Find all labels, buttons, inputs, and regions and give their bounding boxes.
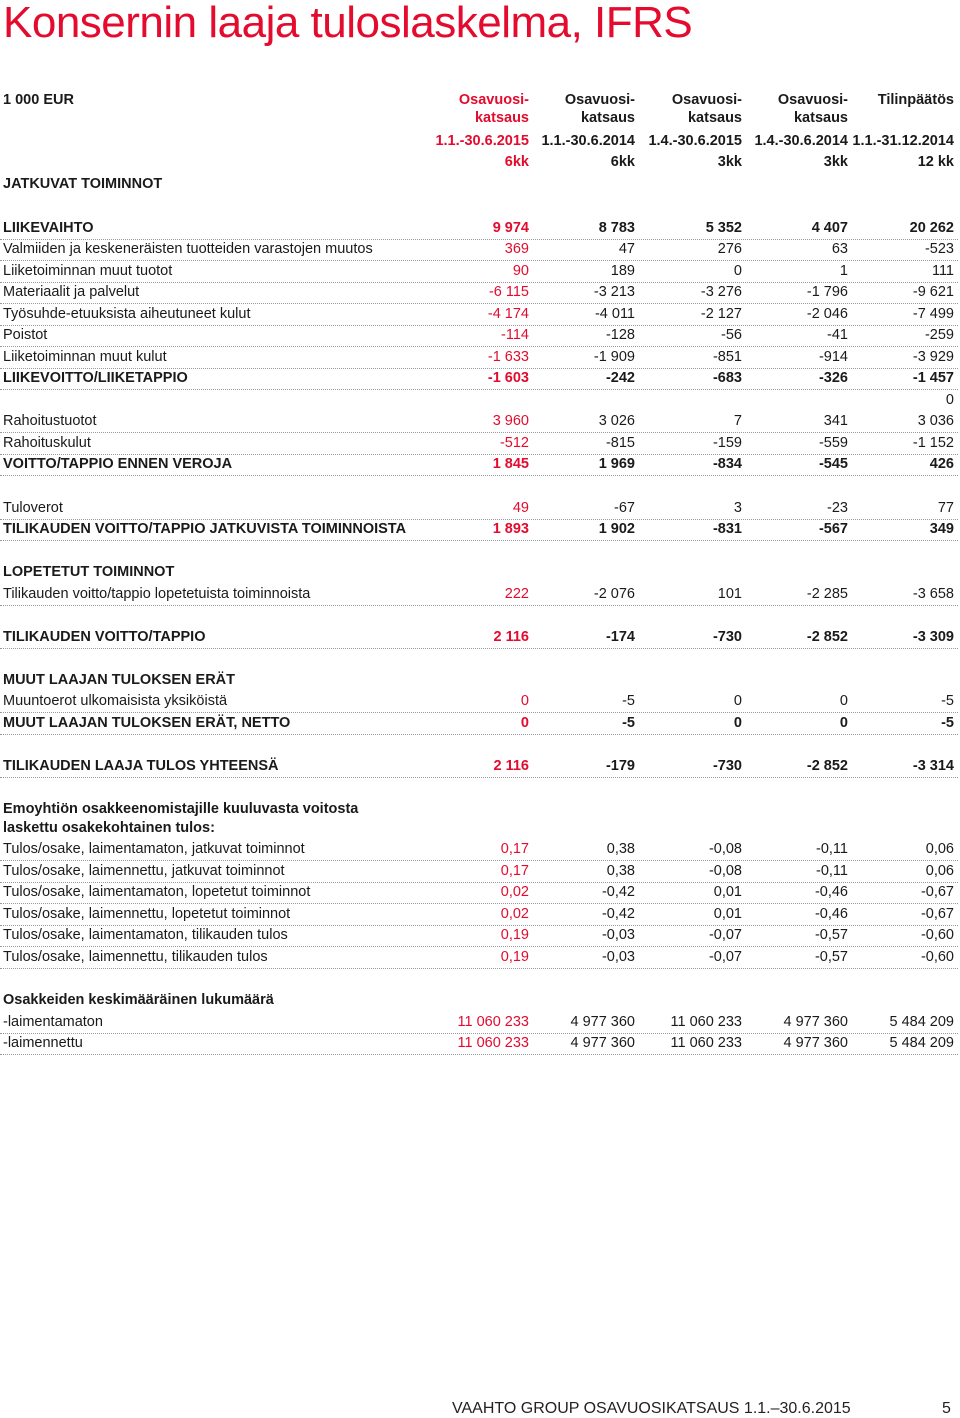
cell-value: -0,11 bbox=[816, 841, 848, 857]
col-header-line2: katsaus bbox=[474, 110, 529, 126]
cell-value: 0,06 bbox=[925, 841, 954, 857]
cell-value: 90 bbox=[512, 263, 529, 279]
table-row bbox=[0, 1032, 958, 1055]
col-header-months: 12 kk bbox=[917, 154, 954, 170]
cell-value: -523 bbox=[924, 241, 954, 257]
table-row bbox=[0, 389, 958, 411]
row-label: laskettu osakekohtainen tulos: bbox=[3, 820, 215, 836]
col-header-line1: Tilinpäätös bbox=[877, 92, 954, 108]
col-header-line2: katsaus bbox=[687, 110, 742, 126]
cell-value: -3 314 bbox=[912, 758, 954, 774]
row-label: Tuloverot bbox=[3, 500, 63, 516]
cell-value: -1 457 bbox=[912, 370, 954, 386]
row-label: Emoyhtiön osakkeenomistajille kuuluvasta voitosta bbox=[3, 801, 359, 817]
row-label: Osakkeiden keskimääräinen lukumäärä bbox=[3, 992, 274, 1008]
table-row bbox=[0, 817, 958, 839]
row-label: Tulos/osake, laimennettu, jatkuvat toiminnot bbox=[3, 863, 285, 879]
cell-value: 276 bbox=[717, 241, 742, 257]
cell-value: -7 499 bbox=[912, 306, 954, 322]
table-row bbox=[0, 583, 958, 606]
table-row bbox=[0, 755, 958, 778]
cell-value: 49 bbox=[512, 500, 529, 516]
cell-value: 341 bbox=[823, 413, 848, 429]
row-label: Tulos/osake, laimentamaton, jatkuvat toiminnot bbox=[3, 841, 305, 857]
cell-value: 222 bbox=[504, 586, 529, 602]
cell-value: -1 633 bbox=[487, 349, 529, 365]
cell-value: -3 929 bbox=[912, 349, 954, 365]
col-header-months: 3kk bbox=[823, 154, 848, 170]
cell-value: -512 bbox=[499, 435, 529, 451]
row-label: VOITTO/TAPPIO ENNEN VEROJA bbox=[3, 456, 233, 472]
page-footer bbox=[452, 1400, 951, 1418]
cell-value: -4 011 bbox=[594, 306, 635, 322]
cell-value: -2 852 bbox=[806, 629, 848, 645]
cell-value: -730 bbox=[712, 629, 742, 645]
row-label: Poistot bbox=[3, 327, 48, 343]
cell-value: -174 bbox=[605, 629, 635, 645]
col-header-period: 1.1.-31.12.2014 bbox=[852, 133, 954, 149]
table-row bbox=[0, 1011, 958, 1034]
cell-value: 1 969 bbox=[598, 456, 635, 472]
table-row bbox=[0, 626, 958, 649]
row-label: Tulos/osake, laimentamaton, tilikauden tulos bbox=[3, 927, 288, 943]
cell-value: 8 783 bbox=[598, 220, 635, 236]
cell-value: 0 bbox=[733, 693, 742, 709]
cell-value: -1 152 bbox=[912, 435, 954, 451]
cell-value: -2 852 bbox=[806, 758, 848, 774]
cell-value: -259 bbox=[924, 327, 954, 343]
cell-value: 9 974 bbox=[492, 220, 529, 236]
cell-value: -2 127 bbox=[700, 306, 742, 322]
cell-value: 3 bbox=[733, 500, 742, 516]
cell-value: 1 893 bbox=[492, 521, 529, 537]
cell-value: 0 bbox=[733, 715, 742, 731]
cell-value: 1 845 bbox=[492, 456, 529, 472]
cell-value: -3 213 bbox=[593, 284, 635, 300]
cell-value: 0 bbox=[839, 693, 848, 709]
cell-value: 4 977 360 bbox=[570, 1035, 635, 1051]
cell-value: -2 076 bbox=[593, 586, 635, 602]
table-row bbox=[0, 903, 958, 926]
cell-value: -128 bbox=[605, 327, 635, 343]
cell-value: 0,38 bbox=[606, 863, 635, 879]
row-label: MUUT LAAJAN TULOKSEN ERÄT bbox=[3, 672, 235, 688]
cell-value: -5 bbox=[941, 715, 954, 731]
table-row bbox=[0, 669, 958, 691]
cell-value: -23 bbox=[827, 500, 848, 516]
cell-value: -567 bbox=[818, 521, 848, 537]
cell-value: -3 309 bbox=[912, 629, 954, 645]
col-header-months: 6kk bbox=[504, 154, 529, 170]
cell-value: -1 796 bbox=[806, 284, 848, 300]
cell-value: -41 bbox=[827, 327, 848, 343]
cell-value: -1 603 bbox=[487, 370, 529, 386]
table-row bbox=[0, 838, 958, 861]
page-number: 5 bbox=[942, 1400, 951, 1417]
cell-value: 0 bbox=[839, 715, 848, 731]
cell-value: 11 060 233 bbox=[670, 1014, 742, 1030]
table-row bbox=[0, 346, 958, 369]
table-row bbox=[0, 238, 958, 261]
row-label: Muuntoerot ulkomaisista yksiköistä bbox=[3, 693, 228, 709]
unit-label: 1 000 EUR bbox=[3, 92, 74, 108]
cell-value: -0,60 bbox=[920, 949, 954, 965]
row-label: Tulos/osake, laimentamaton, lopetetut toiminnot bbox=[3, 884, 311, 900]
cell-value: 11 060 233 bbox=[457, 1014, 529, 1030]
cell-value: -0,60 bbox=[920, 927, 954, 943]
cell-value: -0,03 bbox=[601, 927, 635, 943]
cell-value: 0,19 bbox=[500, 949, 529, 965]
table-row bbox=[0, 860, 958, 883]
cell-value: 0,01 bbox=[713, 906, 742, 922]
cell-value: -179 bbox=[605, 758, 635, 774]
row-label: -laimentamaton bbox=[3, 1014, 103, 1030]
cell-value: 0,17 bbox=[500, 863, 529, 879]
cell-value: -6 115 bbox=[488, 284, 529, 300]
cell-value: 0,06 bbox=[925, 863, 954, 879]
row-label: LOPETETUT TOIMINNOT bbox=[3, 564, 175, 580]
table-row bbox=[0, 497, 958, 520]
cell-value: 369 bbox=[504, 241, 529, 257]
cell-value: 1 bbox=[839, 263, 848, 279]
cell-value: 0,02 bbox=[500, 906, 529, 922]
cell-value: 0,38 bbox=[606, 841, 635, 857]
row-label: Tulos/osake, laimennettu, tilikauden tulos bbox=[3, 949, 268, 965]
col-header-period: 1.1.-30.6.2015 bbox=[435, 133, 529, 149]
cell-value: -1 909 bbox=[593, 349, 635, 365]
col-header-line2: katsaus bbox=[793, 110, 848, 126]
table-row bbox=[0, 324, 958, 347]
cell-value: -0,46 bbox=[814, 906, 848, 922]
cell-value: -0,67 bbox=[920, 884, 954, 900]
table-row bbox=[0, 367, 958, 390]
row-label: Tulos/osake, laimennettu, lopetetut toiminnot bbox=[3, 906, 291, 922]
cell-value: 7 bbox=[733, 413, 742, 429]
cell-value: -5 bbox=[941, 693, 954, 709]
cell-value: 111 bbox=[931, 263, 954, 279]
cell-value: -9 621 bbox=[912, 284, 954, 300]
row-label: Liiketoiminnan muut tuotot bbox=[3, 263, 173, 279]
cell-value: 3 960 bbox=[492, 413, 529, 429]
row-label: -laimennettu bbox=[3, 1035, 83, 1051]
cell-value: 426 bbox=[929, 456, 954, 472]
cell-value: 20 262 bbox=[909, 220, 954, 236]
cell-value: -0,57 bbox=[814, 949, 848, 965]
cell-value: 349 bbox=[929, 521, 954, 537]
table-row bbox=[0, 281, 958, 304]
cell-value: 4 977 360 bbox=[783, 1035, 848, 1051]
row-label: LIIKEVAIHTO bbox=[3, 220, 94, 236]
cell-value: 101 bbox=[717, 586, 742, 602]
row-label: MUUT LAAJAN TULOKSEN ERÄT, NETTO bbox=[3, 715, 291, 731]
cell-value: 0 bbox=[945, 392, 954, 408]
cell-value: 1 902 bbox=[598, 521, 635, 537]
row-label: Rahoitustuotot bbox=[3, 413, 97, 429]
col-header-period: 1.1.-30.6.2014 bbox=[541, 133, 635, 149]
cell-value: 2 116 bbox=[493, 758, 529, 774]
col-header-line1: Osavuosi- bbox=[671, 92, 742, 108]
footer-text: VAAHTO GROUP OSAVUOSIKATSAUS 1.1.–30.6.2015 bbox=[452, 1400, 851, 1417]
row-label: TILIKAUDEN VOITTO/TAPPIO bbox=[3, 629, 206, 645]
cell-value: -0,07 bbox=[708, 949, 742, 965]
section-label: JATKUVAT TOIMINNOT bbox=[3, 176, 163, 192]
cell-value: -815 bbox=[605, 435, 635, 451]
col-header-line2: katsaus bbox=[580, 110, 635, 126]
col-header-months: 3kk bbox=[717, 154, 742, 170]
cell-value: -159 bbox=[712, 435, 742, 451]
cell-value: -730 bbox=[712, 758, 742, 774]
table-row bbox=[0, 260, 958, 283]
cell-value: -0,42 bbox=[601, 906, 635, 922]
cell-value: 3 036 bbox=[917, 413, 954, 429]
cell-value: 11 060 233 bbox=[457, 1035, 529, 1051]
col-header-period: 1.4.-30.6.2014 bbox=[754, 133, 848, 149]
row-label: TILIKAUDEN LAAJA TULOS YHTEENSÄ bbox=[3, 758, 279, 774]
cell-value: -5 bbox=[622, 715, 635, 731]
cell-value: 47 bbox=[618, 241, 635, 257]
table-row bbox=[0, 881, 958, 904]
col-header-line1: Osavuosi- bbox=[458, 92, 529, 108]
cell-value: 0,02 bbox=[500, 884, 529, 900]
table-row bbox=[0, 989, 958, 1011]
cell-value: 0,01 bbox=[713, 884, 742, 900]
cell-value: 189 bbox=[610, 263, 635, 279]
table-row bbox=[0, 410, 958, 433]
cell-value: -914 bbox=[818, 349, 848, 365]
cell-value: -831 bbox=[712, 521, 742, 537]
cell-value: 2 116 bbox=[493, 629, 529, 645]
cell-value: -0,03 bbox=[601, 949, 635, 965]
cell-value: 5 484 209 bbox=[889, 1014, 954, 1030]
cell-value: -834 bbox=[712, 456, 742, 472]
table-row bbox=[0, 712, 958, 735]
cell-value: 63 bbox=[831, 241, 848, 257]
cell-value: -0,42 bbox=[601, 884, 635, 900]
table-row bbox=[0, 303, 958, 326]
row-label: LIIKEVOITTO/LIIKETAPPIO bbox=[3, 370, 188, 386]
cell-value: -0,08 bbox=[708, 841, 742, 857]
cell-value: -851 bbox=[712, 349, 742, 365]
cell-value: -0,07 bbox=[708, 927, 742, 943]
row-label: Materiaalit ja palvelut bbox=[3, 284, 140, 300]
cell-value: 0,19 bbox=[500, 927, 529, 943]
cell-value: -545 bbox=[818, 456, 848, 472]
table-row bbox=[0, 432, 958, 455]
cell-value: 4 977 360 bbox=[783, 1014, 848, 1030]
cell-value: -5 bbox=[622, 693, 635, 709]
row-label: TILIKAUDEN VOITTO/TAPPIO JATKUVISTA TOIMINNOISTA bbox=[3, 521, 407, 537]
cell-value: -326 bbox=[818, 370, 848, 386]
cell-value: 0 bbox=[733, 263, 742, 279]
table-row bbox=[0, 518, 958, 541]
row-label: Valmiiden ja keskeneräisten tuotteiden varastojen muutos bbox=[3, 241, 373, 257]
cell-value: -4 174 bbox=[487, 306, 529, 322]
cell-value: -114 bbox=[501, 327, 529, 343]
cell-value: 0 bbox=[520, 693, 529, 709]
col-header-line1: Osavuosi- bbox=[564, 92, 635, 108]
cell-value: -3 658 bbox=[912, 586, 954, 602]
cell-value: -2 046 bbox=[806, 306, 848, 322]
table-row bbox=[0, 217, 958, 240]
cell-value: -56 bbox=[721, 327, 742, 343]
cell-value: 4 407 bbox=[811, 220, 848, 236]
cell-value: -242 bbox=[605, 370, 635, 386]
cell-value: -0,57 bbox=[814, 927, 848, 943]
cell-value: 11 060 233 bbox=[670, 1035, 742, 1051]
cell-value: -3 276 bbox=[700, 284, 742, 300]
row-label: Tilikauden voitto/tappio lopetetuista toiminnoista bbox=[3, 586, 311, 602]
col-header-line1: Osavuosi- bbox=[777, 92, 848, 108]
cell-value: 5 352 bbox=[705, 220, 742, 236]
cell-value: -683 bbox=[712, 370, 742, 386]
table-row bbox=[0, 946, 958, 969]
col-header-months: 6kk bbox=[610, 154, 635, 170]
row-label: Liiketoiminnan muut kulut bbox=[3, 349, 167, 365]
cell-value: 5 484 209 bbox=[889, 1035, 954, 1051]
cell-value: 0,17 bbox=[500, 841, 529, 857]
cell-value: -0,67 bbox=[920, 906, 954, 922]
table-row bbox=[0, 924, 958, 947]
row-label: Rahoituskulut bbox=[3, 435, 91, 451]
table-row bbox=[0, 453, 958, 476]
cell-value: 0 bbox=[520, 715, 529, 731]
cell-value: -0,08 bbox=[708, 863, 742, 879]
cell-value: 77 bbox=[937, 500, 954, 516]
cell-value: -67 bbox=[614, 500, 635, 516]
row-label: Työsuhde-etuuksista aiheutuneet kulut bbox=[3, 306, 251, 322]
table-row bbox=[0, 561, 958, 583]
cell-value: 4 977 360 bbox=[570, 1014, 635, 1030]
table-row bbox=[0, 690, 958, 713]
cell-value: -2 285 bbox=[806, 586, 848, 602]
cell-value: 3 026 bbox=[598, 413, 635, 429]
cell-value: -0,11 bbox=[816, 863, 848, 879]
page-title: Konsernin laaja tuloslaskelma, IFRS bbox=[3, 0, 693, 47]
cell-value: -0,46 bbox=[814, 884, 848, 900]
col-header-period: 1.4.-30.6.2015 bbox=[648, 133, 742, 149]
cell-value: -559 bbox=[818, 435, 848, 451]
